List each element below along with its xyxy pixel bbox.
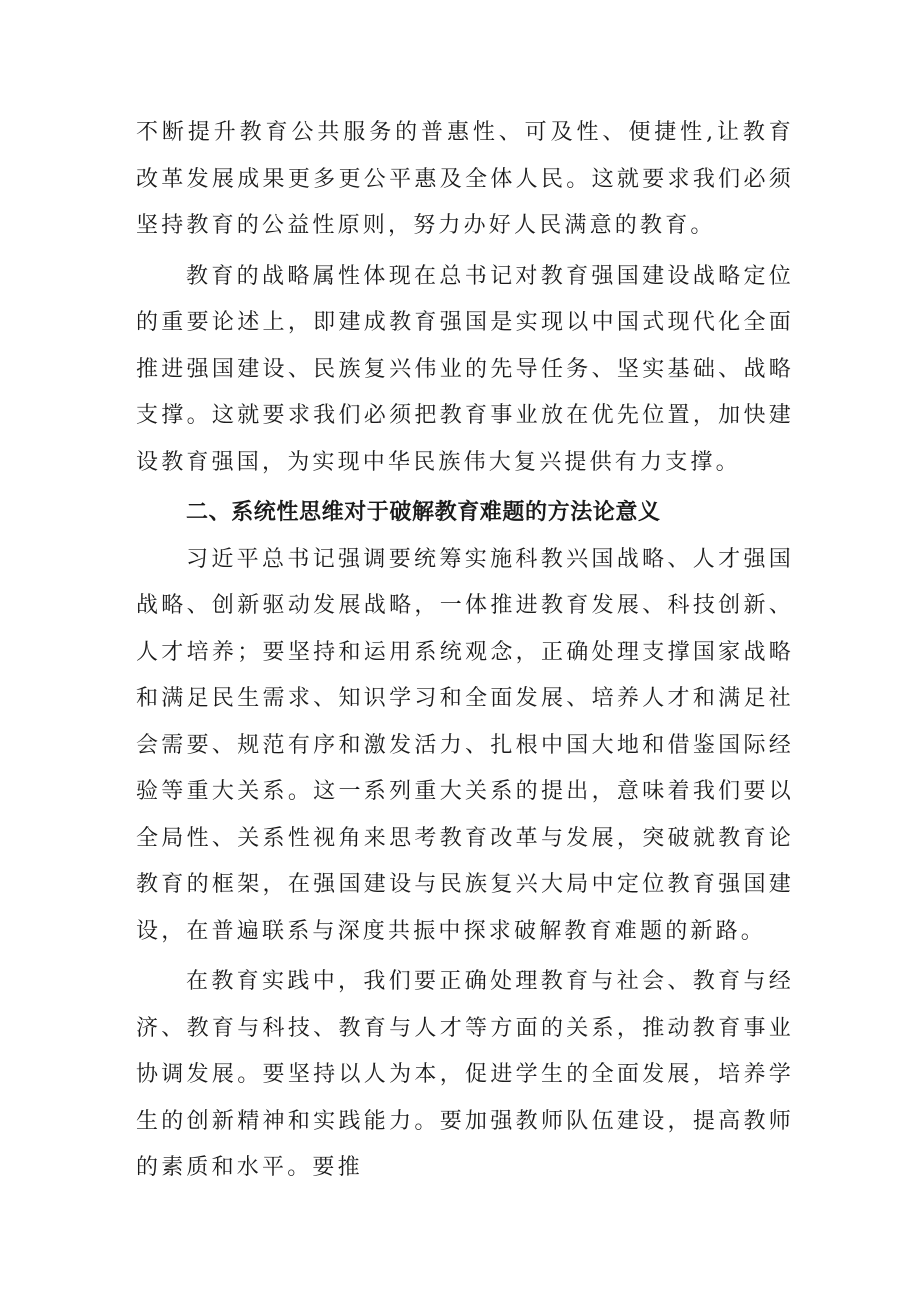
- paragraph-continued: 不断提升教育公共服务的普惠性、可及性、便捷性,让教育改革发展成果更多更公平惠及全体人民。这就要求我们必须坚持教育的公益性原则，努力办好人民满意的教育。: [136, 120, 794, 238]
- paragraph-education-practice: 在教育实践中，我们要正确处理教育与社会、教育与经济、教育与科技、教育与人才等方面的关系，推动教育事业协调发展。要坚持以人为本，促进学生的全面发展，培养学生的创新精神和实践能力。要加强教师队伍建设，提高教师的素质和水平。要推: [136, 969, 794, 1180]
- document-body: [136, 110, 794, 1192]
- section-heading: 二、系统性思维对于破解教育难题的方法论意义: [186, 500, 661, 525]
- paragraph-strategic-attribute: 教育的战略属性体现在总书记对教育强国建设战略定位的重要论述上，即建成教育强国是实现以中国式现代化全面推进强国建设、民族复兴伟业的先导任务、坚实基础、战略支撑。这就要求我们必须把教育事业放在优先位置，加快建设教育强国，为实现中华民族伟大复兴提供有力支撑。: [136, 263, 794, 475]
- paragraph-systematic-thinking: 习近平总书记强调要统筹实施科教兴国战略、人才强国战略、创新驱动发展战略，一体推进教育发展、科技创新、人才培养；要坚持和运用系统观念，正确处理支撑国家战略和满足民生需求、知识学习和全面发展、培养人才和满足社会需要、规范有序和激发活力、扎根中国大地和借鉴国际经验等重大关系。这一系列重大关系的提出，意味着我们要以全局性、关系性视角来思考教育改革与发展，突破就教育论教育的框架，在强国建设与民族复兴大局中定位教育强国建设，在普遍联系与深度共振中探求破解教育难题的新路。: [136, 546, 794, 944]
